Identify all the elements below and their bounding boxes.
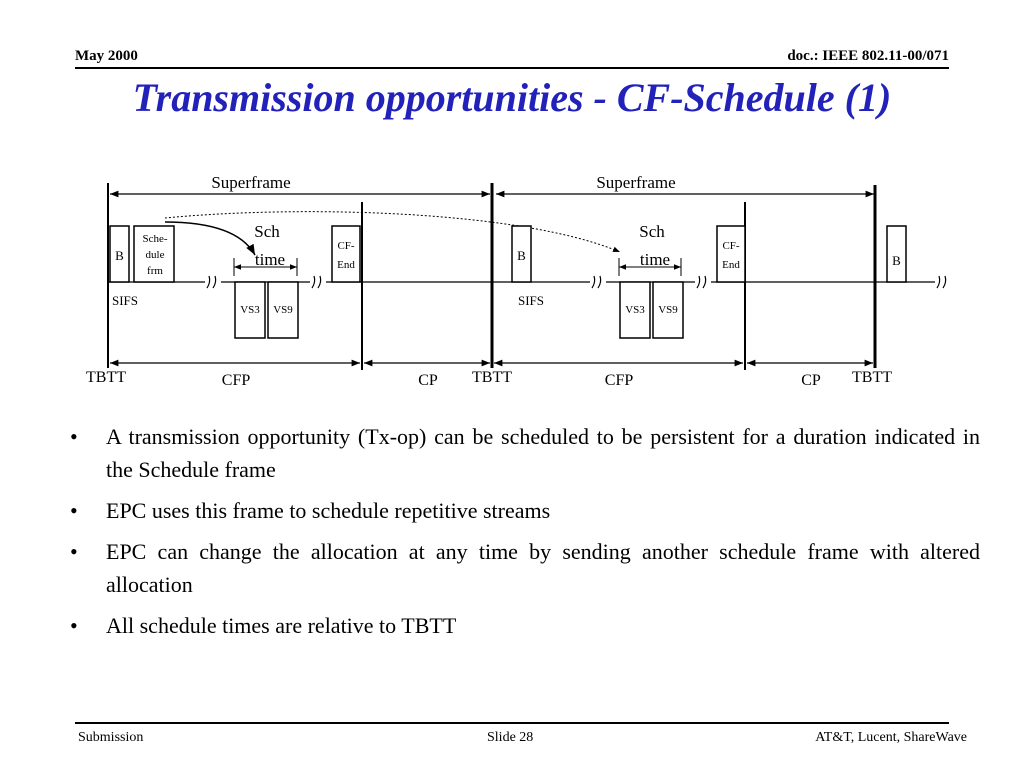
vs9-label-1: VS9 xyxy=(273,304,293,316)
bullet-text: A transmission opportunity (Tx-op) can be scheduled to be persistent for a duration indicated in the Schedule frame xyxy=(106,424,980,482)
header-doc-id: doc.: IEEE 802.11-00/071 xyxy=(787,48,949,64)
footer-authors: AT&T, Lucent, ShareWave xyxy=(815,730,967,745)
sifs-label-1: SIFS xyxy=(112,293,139,308)
cfp-label-1: CFP xyxy=(221,372,251,389)
bullet-item: • EPC uses this frame to schedule repetitive streams xyxy=(70,498,551,523)
vs3-label-2: VS3 xyxy=(625,304,645,316)
tbtt-label-2: TBTT xyxy=(472,369,512,386)
cf-end-frame-1 xyxy=(332,226,360,282)
cf-end-1-line-2: End xyxy=(337,259,355,271)
superframe-label-1: Superframe xyxy=(211,173,291,192)
bullet-item: • EPC can change the allocation at any time by sending another schedule frame with altered allocation xyxy=(70,539,980,597)
cf-end-2-line-1: CF- xyxy=(722,240,740,252)
beacon-label-2: B xyxy=(517,248,526,263)
beacon-label-1: B xyxy=(115,248,124,263)
cp-label-1: CP xyxy=(418,372,438,389)
sch-time-label-2-line-2: time xyxy=(639,250,671,269)
bullet-item: • A transmission opportunity (Tx-op) can be scheduled to be persistent for a duration indicated in the Schedule frame xyxy=(70,424,980,482)
cf-end-2-line-2: End xyxy=(722,259,740,271)
bullet-text: All schedule times are relative to TBTT xyxy=(106,613,457,638)
bullet-text: EPC can change the allocation at any time by sending another schedule frame with altered allocation xyxy=(106,539,980,597)
schedule-frame-line-3: frm xyxy=(147,265,163,277)
footer-rule xyxy=(75,722,949,724)
beacon-label-3: B xyxy=(892,253,901,268)
cp-label-2: CP xyxy=(801,372,821,389)
cf-end-1-line-1: CF- xyxy=(337,240,355,252)
vs9-label-2: VS9 xyxy=(658,304,678,316)
slide-title: Transmission opportunities - CF-Schedule (1) xyxy=(132,75,892,120)
bullet-text: EPC uses this frame to schedule repetitive streams xyxy=(106,498,551,523)
cf-end-frame-2 xyxy=(717,226,745,282)
schedule-frame-line-1: Sche- xyxy=(142,233,168,245)
footer-slide-number: Slide 28 xyxy=(487,730,534,745)
schedule-pointer-arrow xyxy=(165,222,255,255)
header-date: May 2000 xyxy=(75,48,138,64)
vs3-label-1: VS3 xyxy=(240,304,260,316)
footer-submission: Submission xyxy=(78,730,144,745)
schedule-persistence-dotted-arrow xyxy=(165,212,620,252)
tbtt-label-1: TBTT xyxy=(86,369,126,386)
sifs-label-2: SIFS xyxy=(518,293,545,308)
sch-time-label-1-line-1: Sch xyxy=(254,222,280,241)
superframe-label-2: Superframe xyxy=(596,173,676,192)
bullet-item: • All schedule times are relative to TBTT xyxy=(70,613,457,638)
sch-time-label-1-line-2: time xyxy=(254,250,286,269)
bullet-list xyxy=(70,420,980,650)
schedule-frame-line-2: dule xyxy=(145,249,165,261)
sch-time-label-2-line-1: Sch xyxy=(639,222,665,241)
tbtt-label-3: TBTT xyxy=(852,369,892,386)
cfp-label-2: CFP xyxy=(604,372,634,389)
